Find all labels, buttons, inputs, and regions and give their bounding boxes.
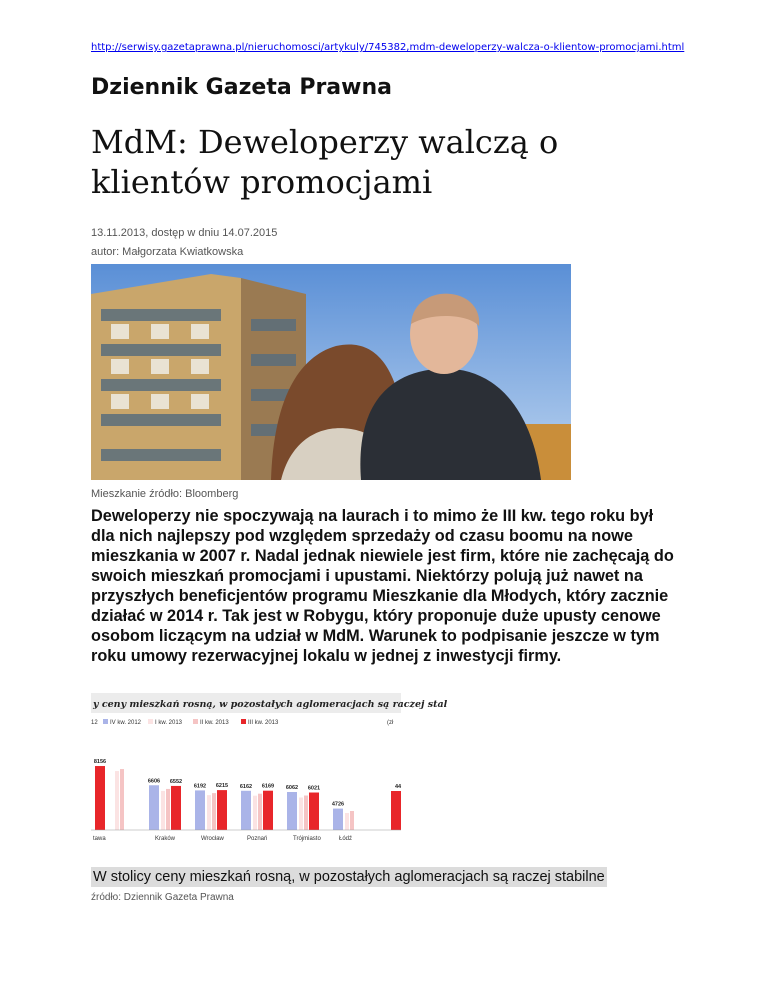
chart-legend [91,719,394,726]
article-title: MdM: Deweloperzy walczą o klientów promocjami [91,123,559,201]
data-label: 6162 [239,783,253,790]
data-label: 6169 [261,783,275,790]
bar-ii-kw-2013 [166,789,170,830]
article-date: 13.11.2013, dostęp w dniu 14.07.2015 [91,227,278,239]
legend-label: III kw. 2013 [248,720,279,726]
category-label: Trójmiasto [293,836,321,842]
legend-label: I kw. 2013 [155,720,183,726]
bar-iv-kw-2012 [241,791,251,830]
bar-iv-kw-2012 [149,785,159,830]
bar-iii-kw-2013 [217,790,227,830]
chart-caption: W stolicy ceny mieszkań rosną, w pozostałych aglomeracjach są raczej stabilne [93,869,605,885]
photo-caption: Mieszkanie źródło: Bloomberg [91,488,239,500]
bar-ii-kw-2013 [258,794,262,830]
legend-label: IV kw. 2012 [110,720,142,726]
publication-name: Dziennik Gazeta Prawna [91,75,392,100]
bar-iii-kw-2013 [171,786,181,830]
article-photo [91,264,571,480]
bar-ii-kw-2013 [350,811,354,830]
bar-iv-kw-2012 [333,809,343,830]
legend-swatch [193,719,198,724]
data-label: 6062 [285,785,299,792]
legend-swatch [103,719,108,724]
bar-ii-kw-2013 [212,793,216,830]
data-label: 6215 [215,783,229,790]
legend-swatch [148,719,153,724]
chart-bars [91,766,401,830]
data-label: 6606 [147,778,161,785]
bar-ii-kw-2013 [120,769,124,830]
bar-iii-kw-2013 [263,791,273,830]
category-label: Łódź [339,836,353,842]
data-label: 6552 [169,778,183,785]
chart-title: y ceny mieszkań rosną, w pozostałych aglomeracjach są raczej stal [93,699,448,710]
article-lead: Deweloperzy nie spoczywają na laurach i to mimo że III kw. tego roku był dla nich najlepszy pod względem sprzedaży od czasu boomu na nowe mieszkania w 2007 r. Nadal jednak niewiele jest firm, które nie zachęcają do swoich mieszkań promocjami i upustami. Niektórzy polują już nawet na przyszłych beneficjentów programu Mieszkanie dla Młodych, który zacznie działać w 2014 r. Tak jest w Robygu, który proponuje duże upusty cenowe osobom liczącym na udział w MdM. Warunek to podpisanie jeszcze w tym roku umowy rezerwacyjnej lokalu w jednej z inwestycji firmy. [91,507,674,665]
data-label: 6021 [307,785,321,792]
source-url-link[interactable]: http://serwisy.gazetaprawna.pl/nieruchomosci/artykuly/745382,mdm-deweloperzy-walcza-o-klientow-promocjami.html [91,42,685,53]
chart-source: źródło: Dziennik Gazeta Prawna [91,892,234,903]
bar-iv-kw-2012 [287,792,297,830]
bar-i-kw-2013 [115,771,119,830]
category-label: Poznań [247,836,268,842]
bar-i-kw-2013 [345,813,349,830]
bar-i-kw-2013 [299,798,303,830]
category-label: Kraków [155,836,176,842]
bar-iii-kw-2013 [309,793,319,830]
data-label: 4726 [331,801,345,808]
bar-ii-kw-2013 [304,796,308,830]
category-label: tawa [93,836,106,842]
price-chart [91,693,448,843]
legend-partial-left: 12 [91,720,98,726]
article-author: autor: Małgorzata Kwiatkowska [91,246,244,258]
data-label-partial: 44 [395,784,402,790]
bar-lodz-partial [391,791,401,830]
bar-i-kw-2013 [161,791,165,830]
legend-swatch [241,719,246,724]
category-label: Wrocław [201,836,224,842]
bar-iii-kw-2013 [95,766,105,830]
legend-partial-right: (zł [387,720,394,726]
bar-i-kw-2013 [207,795,211,830]
data-label: 6192 [193,783,207,790]
data-label: 8156 [93,759,107,766]
legend-label: II kw. 2013 [200,720,229,726]
bar-i-kw-2013 [253,796,257,830]
bar-iv-kw-2012 [195,790,205,830]
